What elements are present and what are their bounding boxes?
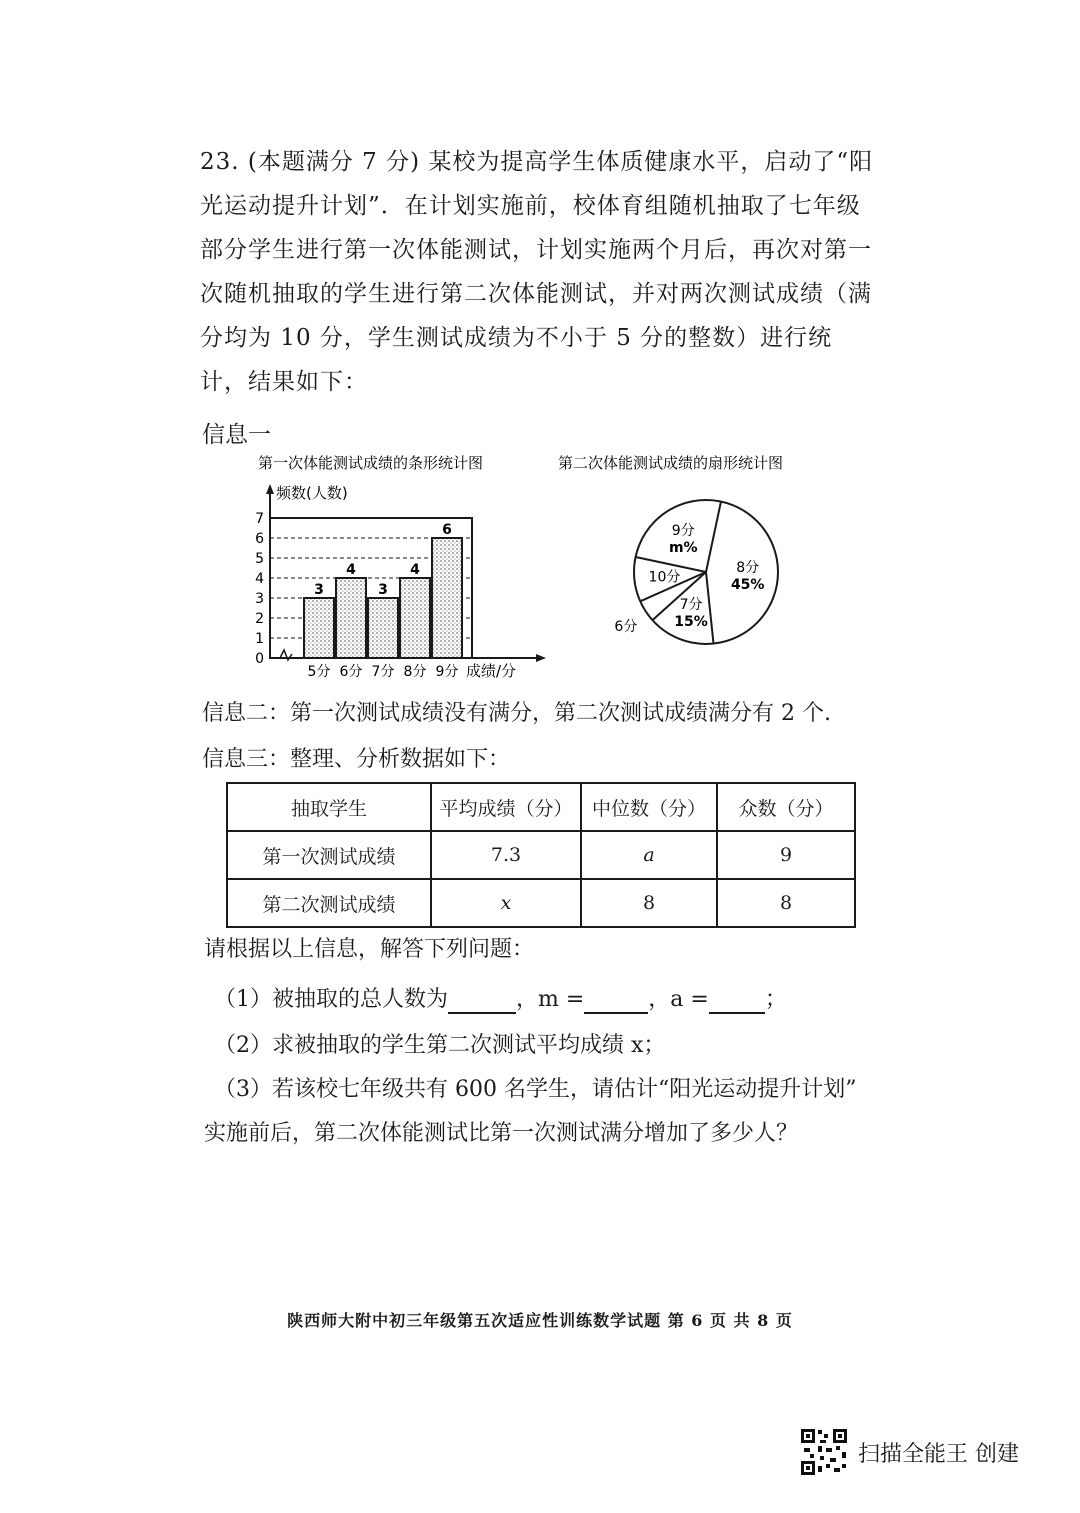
pie-slice-label: 9分	[671, 522, 695, 539]
bar-value-label: 4	[410, 562, 420, 578]
answer-blank-m[interactable]	[584, 987, 648, 1014]
table-header-cell: 平均成绩（分）	[431, 783, 581, 831]
bar	[432, 538, 462, 658]
answer-blank-total[interactable]	[448, 987, 516, 1014]
question-text: 23. (本题满分 7 分) 某校为提高学生体质健康水平，启动了“阳光运动提升计划”．在计划实施前，校体育组随机抽取了七年级部分学生进行第一次体能测试，计划实施两个月后，再次对第一次随机抽取的学生进行第二次体能测试，并对两次测试成绩（满分均为 10 分，学生测试成绩为不小于 5 分的整数）进行统计，结果如下：	[200, 149, 874, 395]
table-cell: x	[431, 879, 581, 927]
charts-area	[240, 448, 860, 684]
answer-blank-a[interactable]	[709, 987, 765, 1014]
table-cell: 8	[581, 879, 717, 927]
table-cell: 9	[717, 831, 855, 879]
bar	[400, 578, 430, 658]
bar-value-label: 3	[314, 582, 324, 598]
table-header-cell: 中位数（分）	[581, 783, 717, 831]
x-tick-label: 9分	[435, 664, 459, 680]
table-header-cell: 抽取学生	[227, 783, 431, 831]
stats-table	[226, 782, 856, 928]
pie-chart	[614, 500, 778, 644]
info3-text: 信息三：整理、分析数据如下：	[202, 747, 511, 772]
table-cell: 第二次测试成绩	[227, 879, 431, 927]
sub-question-1	[214, 982, 787, 1014]
table-cell: 8	[717, 879, 855, 927]
pie-slice-value: m%	[668, 539, 698, 556]
table-cell: 7.3	[431, 831, 581, 879]
bar-value-label: 6	[442, 522, 452, 538]
ask-text: 请根据以上信息，解答下列问题：	[204, 937, 535, 962]
bar	[304, 598, 334, 658]
y-axis-arrow	[266, 484, 274, 494]
sub-question-2: （2）求被抽取的学生第二次测试平均成绩 x；	[214, 1033, 666, 1058]
sub1-a-label: ，a =	[648, 987, 709, 1012]
x-tick-label: 8分	[403, 664, 427, 680]
sub1-m-label: ，m =	[516, 987, 585, 1012]
scanner-watermark-text: 扫描全能王 创建	[858, 1441, 1019, 1467]
info2-text: 信息二：第一次测试成绩没有满分，第二次测试成绩满分有 2 个.	[202, 701, 831, 726]
y-tick-label: 6	[255, 531, 264, 547]
pie-slice-label: 10分	[648, 569, 681, 586]
y-tick-label: 2	[255, 611, 264, 627]
x-axis-label: 成绩/分	[466, 662, 517, 680]
page-footer: 陕西师大附中初三年级第五次适应性训练数学试题 第 6 页 共 8 页	[287, 1311, 793, 1330]
table-header-cell: 众数（分）	[717, 783, 855, 831]
info1-label: 信息一	[202, 422, 271, 448]
sub-question-3-line1: （3）若该校七年级共有 600 名学生，请估计“阳光运动提升计划”	[214, 1077, 857, 1102]
pie-slice-value: 15%	[674, 613, 708, 630]
sub1-end: ；	[764, 987, 787, 1012]
pie-slice-label: 8分	[736, 560, 760, 577]
x-axis-arrow	[536, 654, 546, 662]
pie-slice-label: 6分	[614, 618, 638, 635]
x-tick-label: 7分	[371, 664, 395, 680]
scanner-watermark	[800, 1428, 1019, 1476]
y-tick-label: 7	[255, 511, 264, 527]
bar	[336, 578, 366, 658]
pie-chart-title: 第二次体能测试成绩的扇形统计图	[558, 454, 784, 472]
qr-code-icon	[800, 1428, 848, 1476]
bar-value-label: 3	[378, 582, 388, 598]
y-tick-label: 1	[255, 631, 264, 647]
table-cell: 第一次测试成绩	[227, 831, 431, 879]
sub-question-3-line2: 实施前后，第二次体能测试比第一次测试满分增加了多少人？	[204, 1121, 799, 1146]
y-axis-label: 频数(人数)	[276, 484, 348, 502]
x-tick-label: 5分	[307, 664, 331, 680]
table-row	[227, 831, 855, 879]
y-tick-label: 0	[255, 651, 264, 667]
bar-chart	[255, 484, 546, 680]
bar-chart-title: 第一次体能测试成绩的条形统计图	[258, 454, 484, 472]
pie-slice-value: 45%	[730, 577, 765, 594]
table-row	[227, 879, 855, 927]
y-tick-label: 4	[255, 571, 264, 587]
table-header-row	[227, 783, 855, 831]
x-tick-label: 6分	[339, 664, 363, 680]
y-tick-label: 5	[255, 551, 264, 567]
pie-slice-label: 7分	[679, 596, 703, 613]
bar-value-label: 4	[346, 562, 356, 578]
table-cell: a	[581, 831, 717, 879]
bar	[368, 598, 398, 658]
y-tick-label: 3	[255, 591, 264, 607]
sub1-prefix: （1）被抽取的总人数为	[214, 987, 448, 1012]
